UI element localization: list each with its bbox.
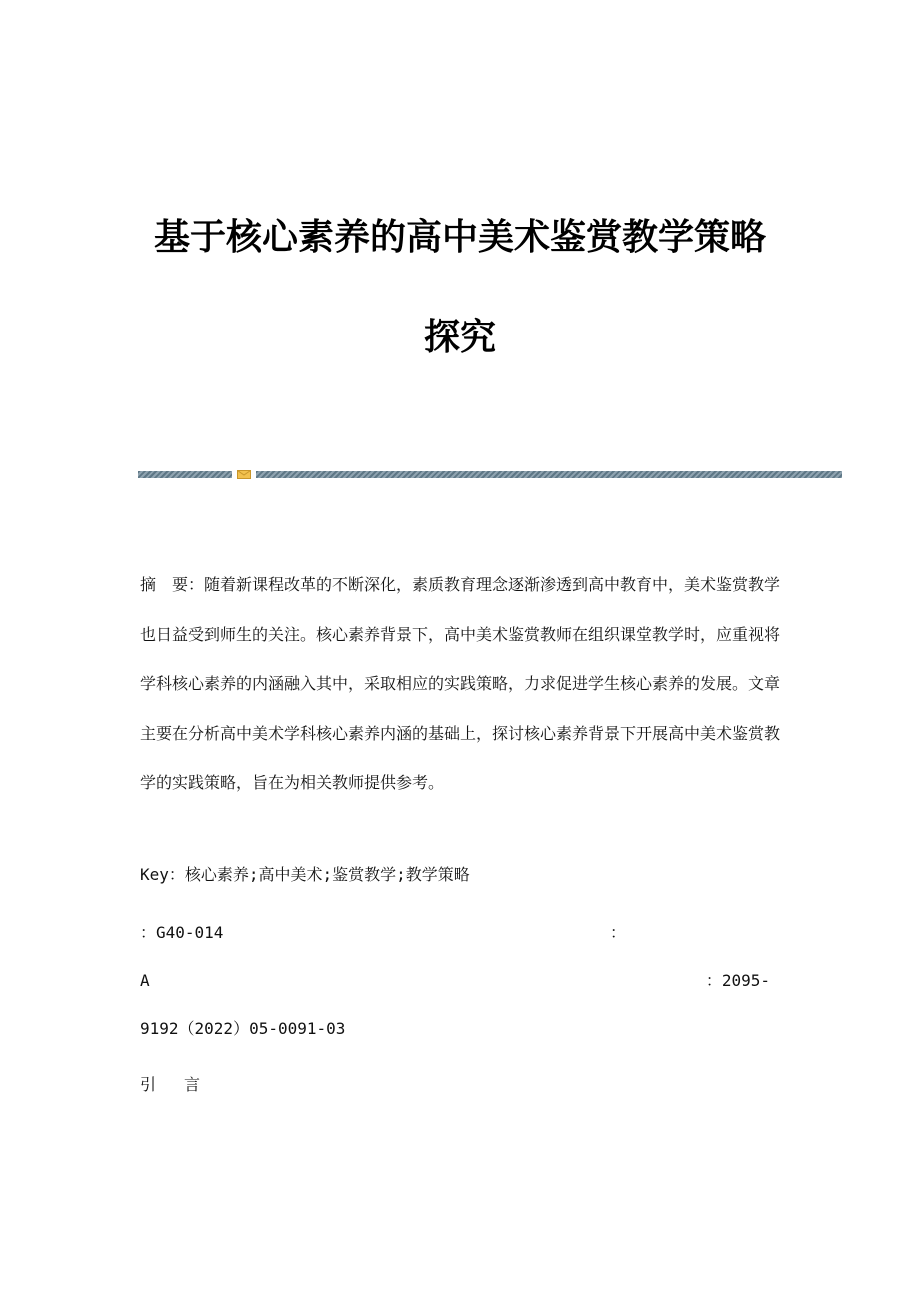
article-number-part-2: 9192（2022）05-0091-03 xyxy=(140,1019,346,1038)
document-code: A xyxy=(140,971,150,990)
document-title-line-1: 基于核心素养的高中美术鉴赏教学策略 xyxy=(153,216,766,258)
classification-row xyxy=(140,923,780,943)
introduction-heading: 引言 xyxy=(140,1075,229,1094)
document-code-colon: ： xyxy=(610,923,627,942)
abstract-paragraph: 摘 要：随着新课程改革的不断深化，素质教育理念逐渐渗透到高中教育中，美术鉴赏教学也日益受到师生的关注。核心素养背景下，高中美术鉴赏教师在组织课堂教学时，应重视将学科核心素养的内涵融入其中，采取相应的实践策略，力求促进学生核心素养的发展。文章主要在分析高中美术学科核心素养内涵的基础上，探讨核心素养背景下开展高中美术鉴赏教学的实践策略，旨在为相关教师提供参考。 xyxy=(140,575,781,792)
keywords-line: Key：核心素养;高中美术;鉴赏教学;教学策略 xyxy=(140,865,470,884)
clc-number: ：G40-014 xyxy=(140,923,224,942)
title-divider xyxy=(138,470,842,479)
divider-bar-left xyxy=(138,471,232,478)
document-title-line-2: 探究 xyxy=(423,316,496,358)
document-code-row xyxy=(140,971,780,991)
envelope-icon xyxy=(237,470,251,479)
article-number-part-1: ：2095- xyxy=(705,971,770,990)
divider-bar-right xyxy=(256,471,842,478)
